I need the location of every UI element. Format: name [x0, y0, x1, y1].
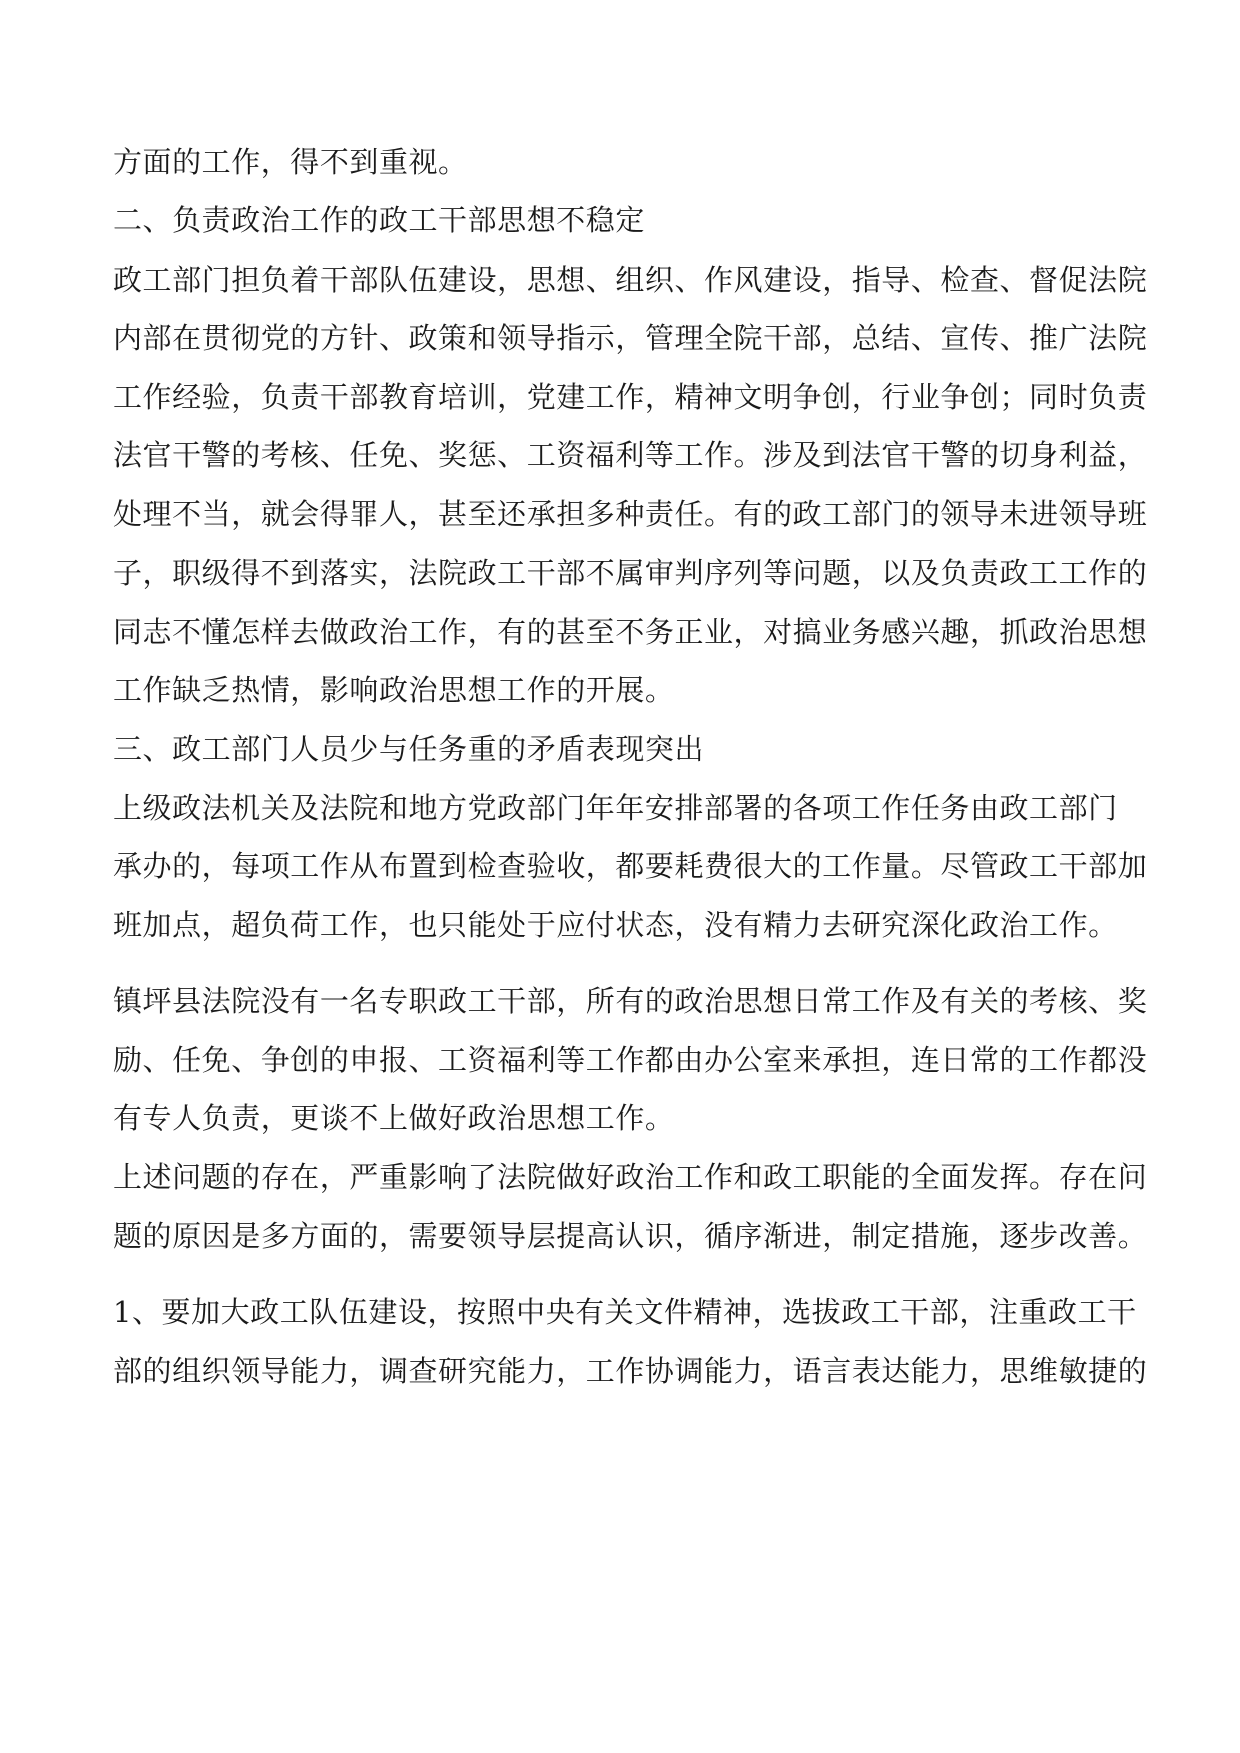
text-line: 方面的工作，得不到重视。 — [113, 145, 468, 179]
text-line: 上述问题的存在，严重影响了法院做好政治工作和政工职能的全面发挥。存在问 — [113, 1160, 1148, 1194]
text-line: 题的原因是多方面的，需要领导层提高认识，循序渐进，制定措施，逐步改善。 — [113, 1219, 1148, 1253]
text-line: 处理不当，就会得罪人，甚至还承担多种责任。有的政工部门的领导未进领导班 — [113, 497, 1148, 531]
text-line: 工作经验，负责干部教育培训，党建工作，精神文明争创，行业争创；同时负责 — [113, 380, 1148, 414]
text-line: 励、任免、争创的申报、工资福利等工作都由办公室来承担，连日常的工作都没 — [113, 1043, 1148, 1077]
text-line: 政工部门担负着干部队伍建设，思想、组织、作风建设，指导、检查、督促法院 — [113, 263, 1148, 297]
text-line: 工作缺乏热情，影响政治思想工作的开展。 — [113, 673, 675, 707]
text-line: 内部在贯彻党的方针、政策和领导指示，管理全院干部，总结、宣传、推广法院 — [113, 321, 1148, 355]
text-line: 部的组织领导能力，调查研究能力，工作协调能力，语言表达能力，思维敏捷的 — [113, 1354, 1148, 1388]
text-line: 上级政法机关及法院和地方党政部门年年安排部署的各项工作任务由政工部门 — [113, 791, 1118, 825]
text-line: 同志不懂怎样去做政治工作，有的甚至不务正业，对搞业务感兴趣，抓政治思想 — [113, 615, 1148, 649]
section-heading: 三、政工部门人员少与任务重的矛盾表现突出 — [113, 732, 705, 766]
text-line: 班加点，超负荷工作，也只能处于应付状态，没有精力去研究深化政治工作。 — [113, 908, 1118, 942]
text-line: 有专人负责，更谈不上做好政治思想工作。 — [113, 1101, 675, 1135]
text-line: 法官干警的考核、任免、奖惩、工资福利等工作。涉及到法官干警的切身利益， — [113, 438, 1148, 472]
text-line: 承办的，每项工作从布置到检查验收，都要耗费很大的工作量。尽管政工干部加 — [113, 849, 1148, 883]
text-line: 1、要加大政工队伍建设，按照中央有关文件精神，选拔政工干部，注重政工干 — [113, 1295, 1137, 1329]
text-line: 子，职级得不到落实，法院政工干部不属审判序列等问题，以及负责政工工作的 — [113, 556, 1148, 590]
text-line: 镇坪县法院没有一名专职政工干部，所有的政治思想日常工作及有关的考核、奖 — [113, 984, 1148, 1018]
section-heading: 二、负责政治工作的政工干部思想不稳定 — [113, 203, 645, 237]
